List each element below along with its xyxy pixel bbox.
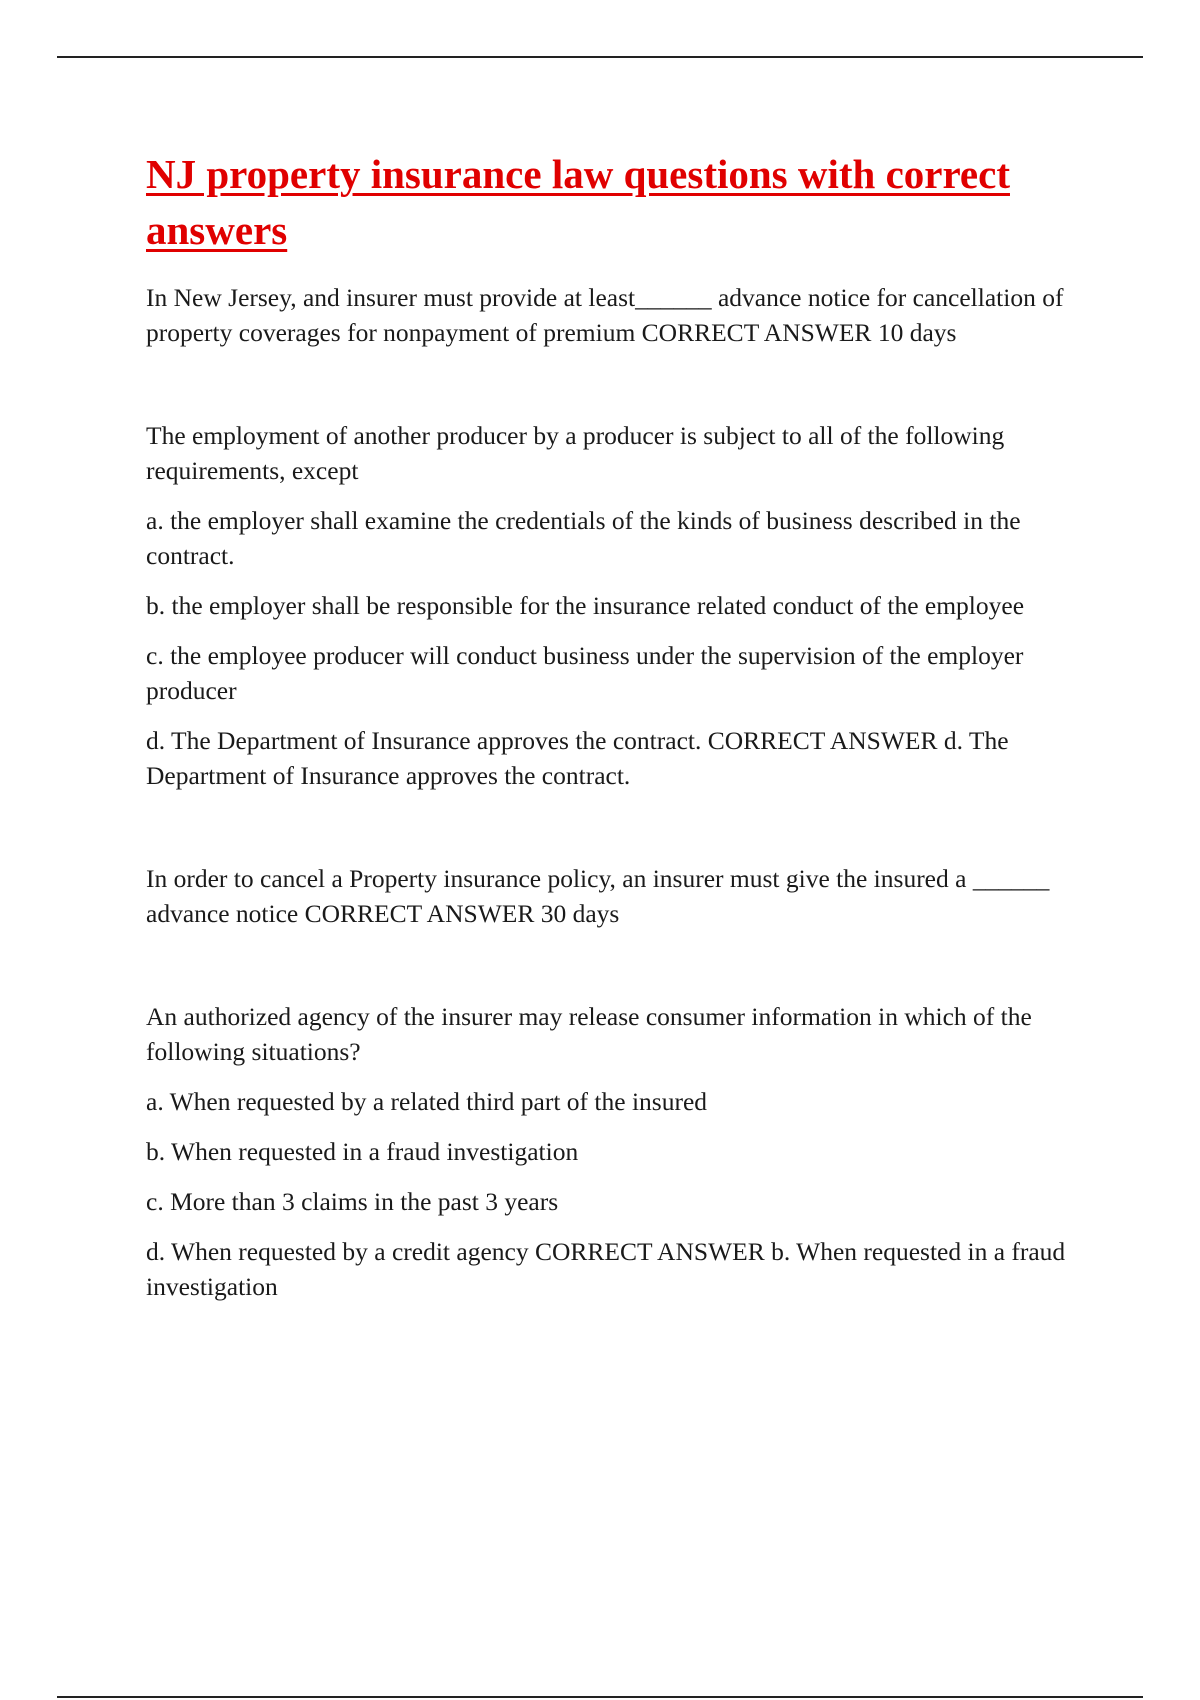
question-4	[146, 999, 1096, 1304]
question-3	[146, 861, 1096, 931]
answer-option-a: a. When requested by a related third part of the insured	[146, 1087, 708, 1116]
answer-option-b: b. When requested in a fraud investigation	[146, 1137, 579, 1166]
header-rule	[57, 56, 1143, 58]
question-1	[146, 280, 1096, 350]
question-text: An authorized agency of the insurer may release consumer information in which of the following situations?	[146, 1002, 1032, 1066]
question-text: The employment of another producer by a producer is subject to all of the following requirements, except	[146, 421, 1005, 485]
answer-option-c: c. the employee producer will conduct business under the supervision of the employer producer	[146, 641, 1024, 705]
answer-option-a: a. the employer shall examine the credentials of the kinds of business described in the contract.	[146, 506, 1021, 570]
answer-option-d: d. The Department of Insurance approves the contract. CORRECT ANSWER d. The Department of Insurance approves the contract.	[146, 726, 1009, 790]
document-title: NJ property insurance law questions with correct answers	[146, 151, 1010, 253]
answer-option-c: c. More than 3 claims in the past 3 years	[146, 1187, 559, 1216]
question-text: In order to cancel a Property insurance policy, an insurer must give the insured a ______ advance notice CORRECT ANSWER 30 days	[146, 864, 1050, 928]
document-body	[146, 146, 1096, 1304]
footer-rule	[57, 1696, 1143, 1698]
answer-option-b: b. the employer shall be responsible for the insurance related conduct of the employee	[146, 591, 1025, 620]
question-text: In New Jersey, and insurer must provide at least______ advance notice for cancellation of property coverages for nonpayment of premium CORRECT ANSWER 10 days	[146, 283, 1064, 347]
answer-option-d: d. When requested by a credit agency CORRECT ANSWER b. When requested in a fraud investigation	[146, 1237, 1066, 1301]
question-2	[146, 418, 1096, 793]
